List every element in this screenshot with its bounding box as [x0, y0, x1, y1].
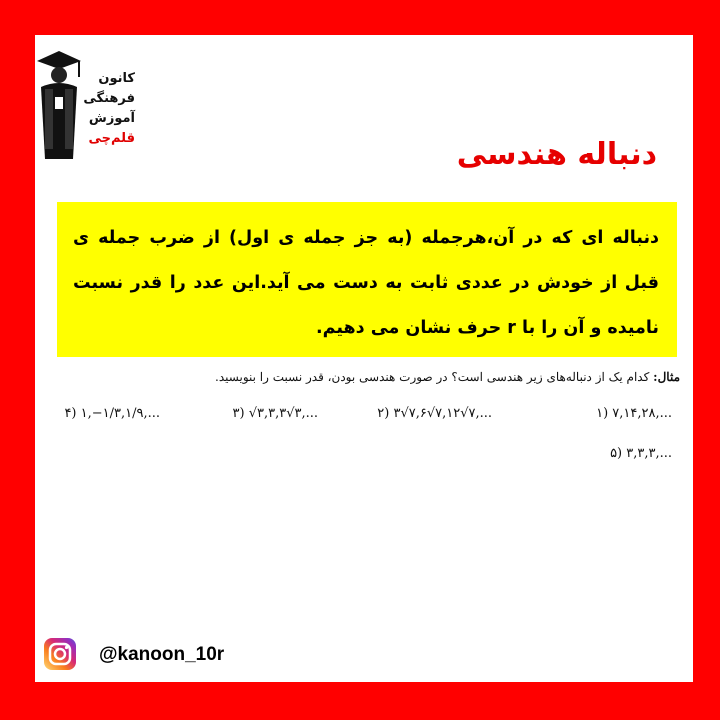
option-4: ۴) ۱,−۱/۳,۱/۹,...: [64, 406, 160, 421]
logo-line-2: فرهنگی: [83, 91, 135, 106]
instagram-handle[interactable]: @kanoon_10r: [99, 644, 225, 665]
page-title: دنباله هندسی: [456, 137, 657, 172]
logo-line-3: آموزش: [88, 111, 135, 126]
example-lead: مثال:: [653, 370, 680, 384]
option-2: ۲) ۳√۷,۶√۷,۱۲√۷,...: [377, 406, 492, 421]
instagram-icon[interactable]: [43, 637, 77, 671]
example-question-text: کدام یک از دنباله‌های زیر هندسی است؟ در صورت هندسی بودن، قدر نسبت را بنویسید.: [215, 370, 650, 384]
definition-box: دنباله ای که در آن،هرجمله (به جز جمله ی اول) از ضرب جمله ی قبل از خودش در عددی ثابت به دست می آید.این عدد را قدر نسبت نامیده و آن را با r حرف نشان می دهیم.: [57, 202, 677, 357]
kanoon-logo: [35, 47, 145, 162]
example-section: [40, 364, 680, 474]
logo-line-1: کانون: [98, 71, 135, 86]
example-question: [215, 370, 680, 384]
option-5: ۵) ۳,۳,۳,...: [610, 446, 672, 461]
content-card: [35, 35, 693, 682]
option-1: ۱) ۷,۱۴,۲۸,...: [596, 406, 672, 421]
logo-text: [73, 69, 135, 149]
option-3: ۳) √۳,۳,۳√۳,...: [232, 406, 318, 421]
logo-line-4: قلم‌چی: [88, 131, 135, 146]
footer: [43, 637, 303, 675]
